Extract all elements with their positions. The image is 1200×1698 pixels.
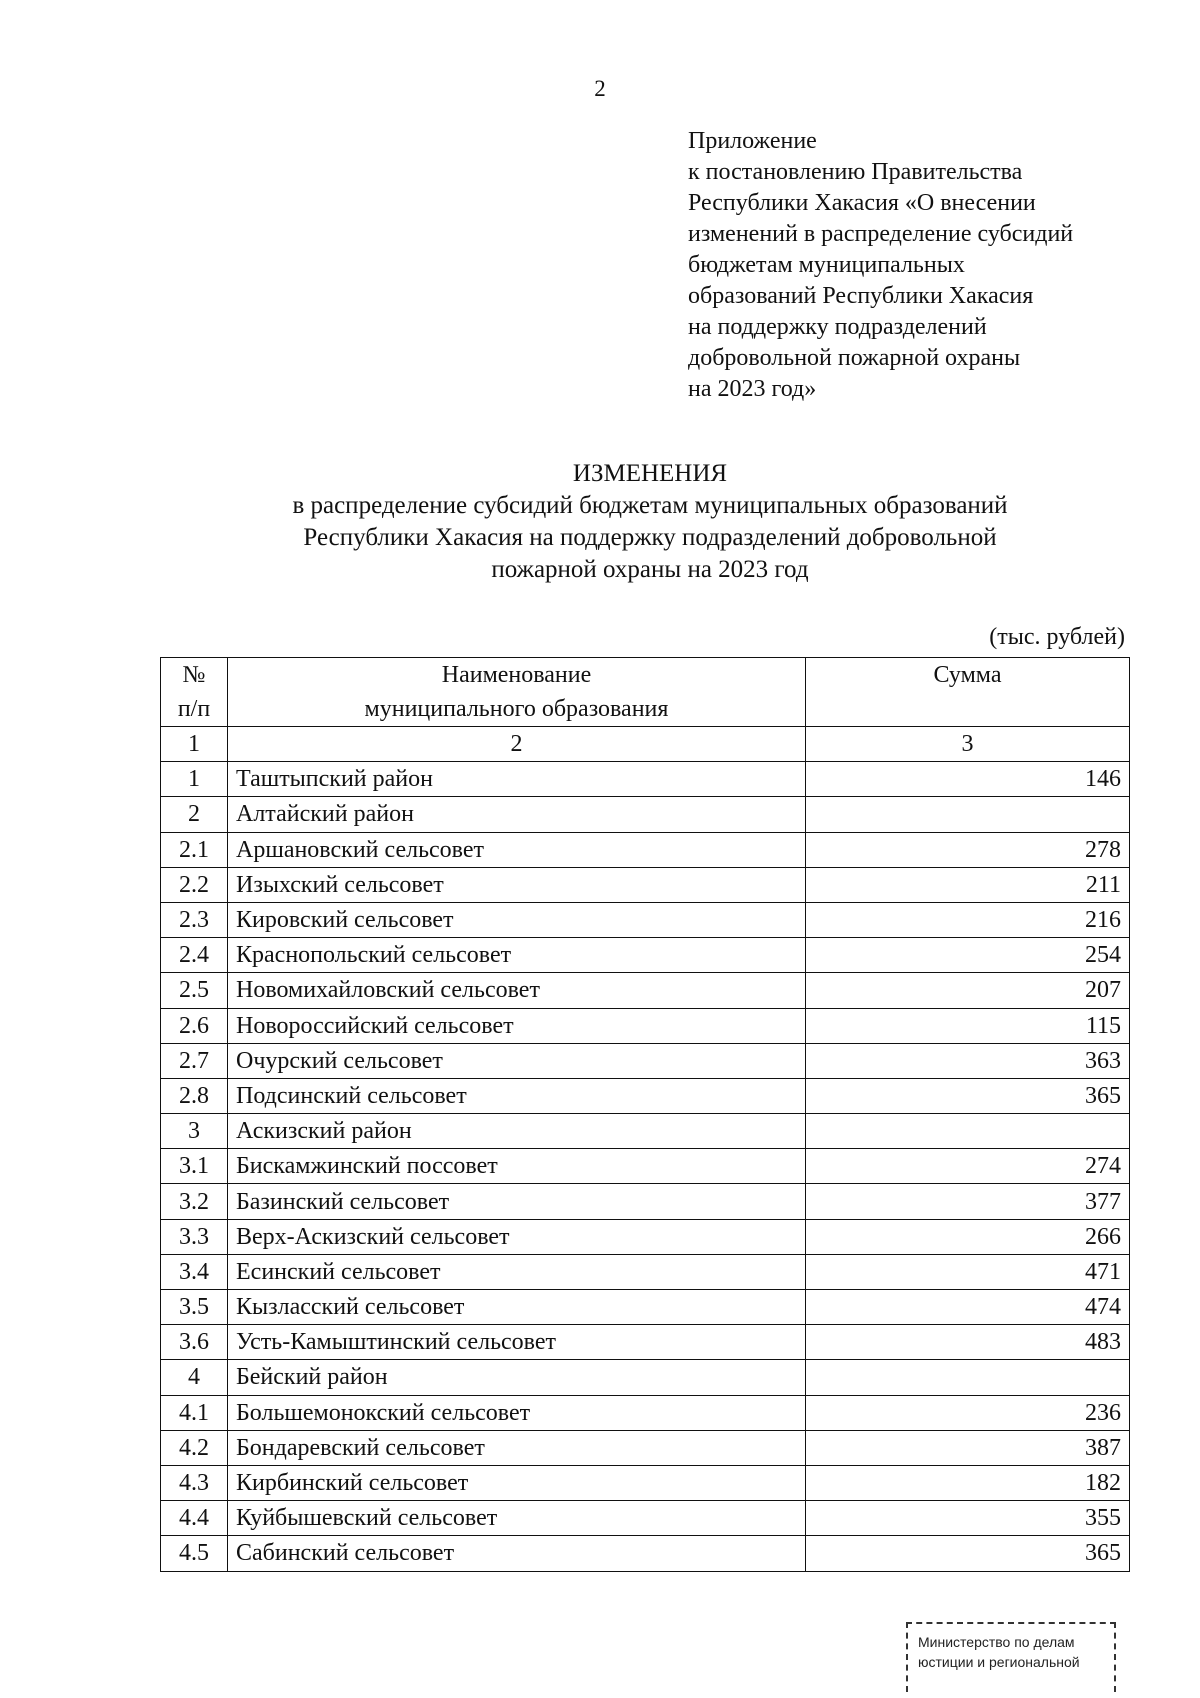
appendix-line: образований Республики Хакасия <box>688 283 1034 309</box>
appendix-header <box>688 126 1073 405</box>
appendix-line: на поддержку подразделений <box>688 314 987 340</box>
row-name-cell: Изыхский сельсовет <box>228 867 806 902</box>
row-sum-cell: 216 <box>806 902 1130 937</box>
row-num-cell: 4.2 <box>161 1430 228 1465</box>
page-number: 2 <box>594 76 606 101</box>
row-sum-cell: 211 <box>806 867 1130 902</box>
row-name-cell: Бейский район <box>228 1360 806 1395</box>
table-row <box>161 762 1130 797</box>
table-row <box>161 1078 1130 1113</box>
table-row <box>161 1219 1130 1254</box>
table-row <box>161 973 1130 1008</box>
row-num-cell: 3.1 <box>161 1149 228 1184</box>
row-name-cell: Новороссийский сельсовет <box>228 1008 806 1043</box>
table-row <box>161 1501 1130 1536</box>
header-name: Наименование муниципального образования <box>228 658 806 727</box>
stamp-line: юстиции и региональной <box>918 1654 1080 1670</box>
row-name-cell: Кировский сельсовет <box>228 902 806 937</box>
row-num-cell: 2.7 <box>161 1043 228 1078</box>
row-name-cell: Куйбышевский сельсовет <box>228 1501 806 1536</box>
row-sum-cell: 377 <box>806 1184 1130 1219</box>
table-row <box>161 797 1130 832</box>
row-name-cell: Аршановский сельсовет <box>228 832 806 867</box>
row-sum-cell: 363 <box>806 1043 1130 1078</box>
table-row <box>161 1290 1130 1325</box>
subsidy-table <box>160 657 1130 1572</box>
index-cell: 2 <box>228 727 806 762</box>
row-name-cell: Алтайский район <box>228 797 806 832</box>
row-num-cell: 4 <box>161 1360 228 1395</box>
row-name-cell: Кирбинский сельсовет <box>228 1465 806 1500</box>
row-num-cell: 3 <box>161 1114 228 1149</box>
row-sum-cell: 254 <box>806 938 1130 973</box>
row-sum-cell: 236 <box>806 1395 1130 1430</box>
row-num-cell: 3.6 <box>161 1325 228 1360</box>
index-cell: 3 <box>806 727 1130 762</box>
table-row <box>161 1043 1130 1078</box>
appendix-line: бюджетам муниципальных <box>688 252 965 278</box>
row-name-cell: Таштыпский район <box>228 762 806 797</box>
row-sum-cell: 355 <box>806 1501 1130 1536</box>
row-num-cell: 3.2 <box>161 1184 228 1219</box>
row-name-cell: Очурский сельсовет <box>228 1043 806 1078</box>
subtitle-line: в распределение субсидий бюджетам муниципальных образований <box>292 492 1008 519</box>
table-header-row <box>161 658 1130 727</box>
row-num-cell: 2.8 <box>161 1078 228 1113</box>
row-name-cell: Аскизский район <box>228 1114 806 1149</box>
row-num-cell: 2.4 <box>161 938 228 973</box>
row-sum-cell: 387 <box>806 1430 1130 1465</box>
document-title: ИЗМЕНЕНИЯ <box>572 460 728 487</box>
row-name-cell: Бондаревский сельсовет <box>228 1430 806 1465</box>
table-row <box>161 1536 1130 1571</box>
table-row <box>161 1184 1130 1219</box>
table-row <box>161 1430 1130 1465</box>
row-num-cell: 3.3 <box>161 1219 228 1254</box>
document-title-block <box>0 458 1200 586</box>
table-row <box>161 1254 1130 1289</box>
appendix-line: на 2023 год» <box>688 376 817 402</box>
row-name-cell: Сабинский сельсовет <box>228 1536 806 1571</box>
table-row <box>161 1465 1130 1500</box>
row-sum-cell: 474 <box>806 1290 1130 1325</box>
row-num-cell: 2.5 <box>161 973 228 1008</box>
table-row <box>161 832 1130 867</box>
row-name-cell: Есинский сельсовет <box>228 1254 806 1289</box>
appendix-line: Приложение <box>688 128 817 154</box>
row-name-cell: Базинский сельсовет <box>228 1184 806 1219</box>
table-row <box>161 1395 1130 1430</box>
table-row <box>161 1008 1130 1043</box>
row-num-cell: 3.4 <box>161 1254 228 1289</box>
table-row <box>161 1360 1130 1395</box>
row-sum-cell <box>806 1360 1130 1395</box>
row-sum-cell: 471 <box>806 1254 1130 1289</box>
table-row <box>161 1325 1130 1360</box>
row-num-cell: 2.3 <box>161 902 228 937</box>
row-name-cell: Кызласский сельсовет <box>228 1290 806 1325</box>
row-num-cell: 4.4 <box>161 1501 228 1536</box>
row-name-cell: Бискамжинский поссовет <box>228 1149 806 1184</box>
table-row <box>161 1149 1130 1184</box>
row-sum-cell: 274 <box>806 1149 1130 1184</box>
row-name-cell: Усть-Камыштинский сельсовет <box>228 1325 806 1360</box>
row-name-cell: Большемонокский сельсовет <box>228 1395 806 1430</box>
row-sum-cell <box>806 1114 1130 1149</box>
row-name-cell: Новомихайловский сельсовет <box>228 973 806 1008</box>
row-num-cell: 4.1 <box>161 1395 228 1430</box>
table-row <box>161 938 1130 973</box>
row-sum-cell: 115 <box>806 1008 1130 1043</box>
row-sum-cell: 182 <box>806 1465 1130 1500</box>
subtitle-line: Республики Хакасия на поддержку подразделений добровольной <box>303 524 997 551</box>
row-sum-cell: 278 <box>806 832 1130 867</box>
row-name-cell: Подсинский сельсовет <box>228 1078 806 1113</box>
row-num-cell: 1 <box>161 762 228 797</box>
row-num-cell: 2.2 <box>161 867 228 902</box>
row-sum-cell: 365 <box>806 1536 1130 1571</box>
row-name-cell: Краснопольский сельсовет <box>228 938 806 973</box>
row-num-cell: 2.6 <box>161 1008 228 1043</box>
table-row <box>161 902 1130 937</box>
row-num-cell: 2.1 <box>161 832 228 867</box>
row-sum-cell: 365 <box>806 1078 1130 1113</box>
stamp-line: Министерство по делам <box>918 1634 1075 1650</box>
row-num-cell: 2 <box>161 797 228 832</box>
index-cell: 1 <box>161 727 228 762</box>
row-sum-cell <box>806 797 1130 832</box>
subtitle-line: пожарной охраны на 2023 год <box>491 556 809 583</box>
appendix-line: изменений в распределение субсидий <box>688 221 1074 247</box>
row-sum-cell: 146 <box>806 762 1130 797</box>
header-sum: Сумма <box>806 658 1130 727</box>
table-index-row <box>161 727 1130 762</box>
ministry-stamp <box>906 1622 1116 1692</box>
row-sum-cell: 207 <box>806 973 1130 1008</box>
table-row <box>161 1114 1130 1149</box>
row-name-cell: Верх-Аскизский сельсовет <box>228 1219 806 1254</box>
appendix-line: добровольной пожарной охраны <box>688 345 1021 371</box>
row-sum-cell: 266 <box>806 1219 1130 1254</box>
header-num: № п/п <box>161 658 228 727</box>
table-row <box>161 867 1130 902</box>
units-label: (тыс. рублей) <box>989 624 1125 650</box>
row-num-cell: 3.5 <box>161 1290 228 1325</box>
row-sum-cell: 483 <box>806 1325 1130 1360</box>
appendix-line: Республики Хакасия «О внесении <box>688 190 1036 216</box>
row-num-cell: 4.3 <box>161 1465 228 1500</box>
row-num-cell: 4.5 <box>161 1536 228 1571</box>
appendix-line: к постановлению Правительства <box>688 159 1023 185</box>
